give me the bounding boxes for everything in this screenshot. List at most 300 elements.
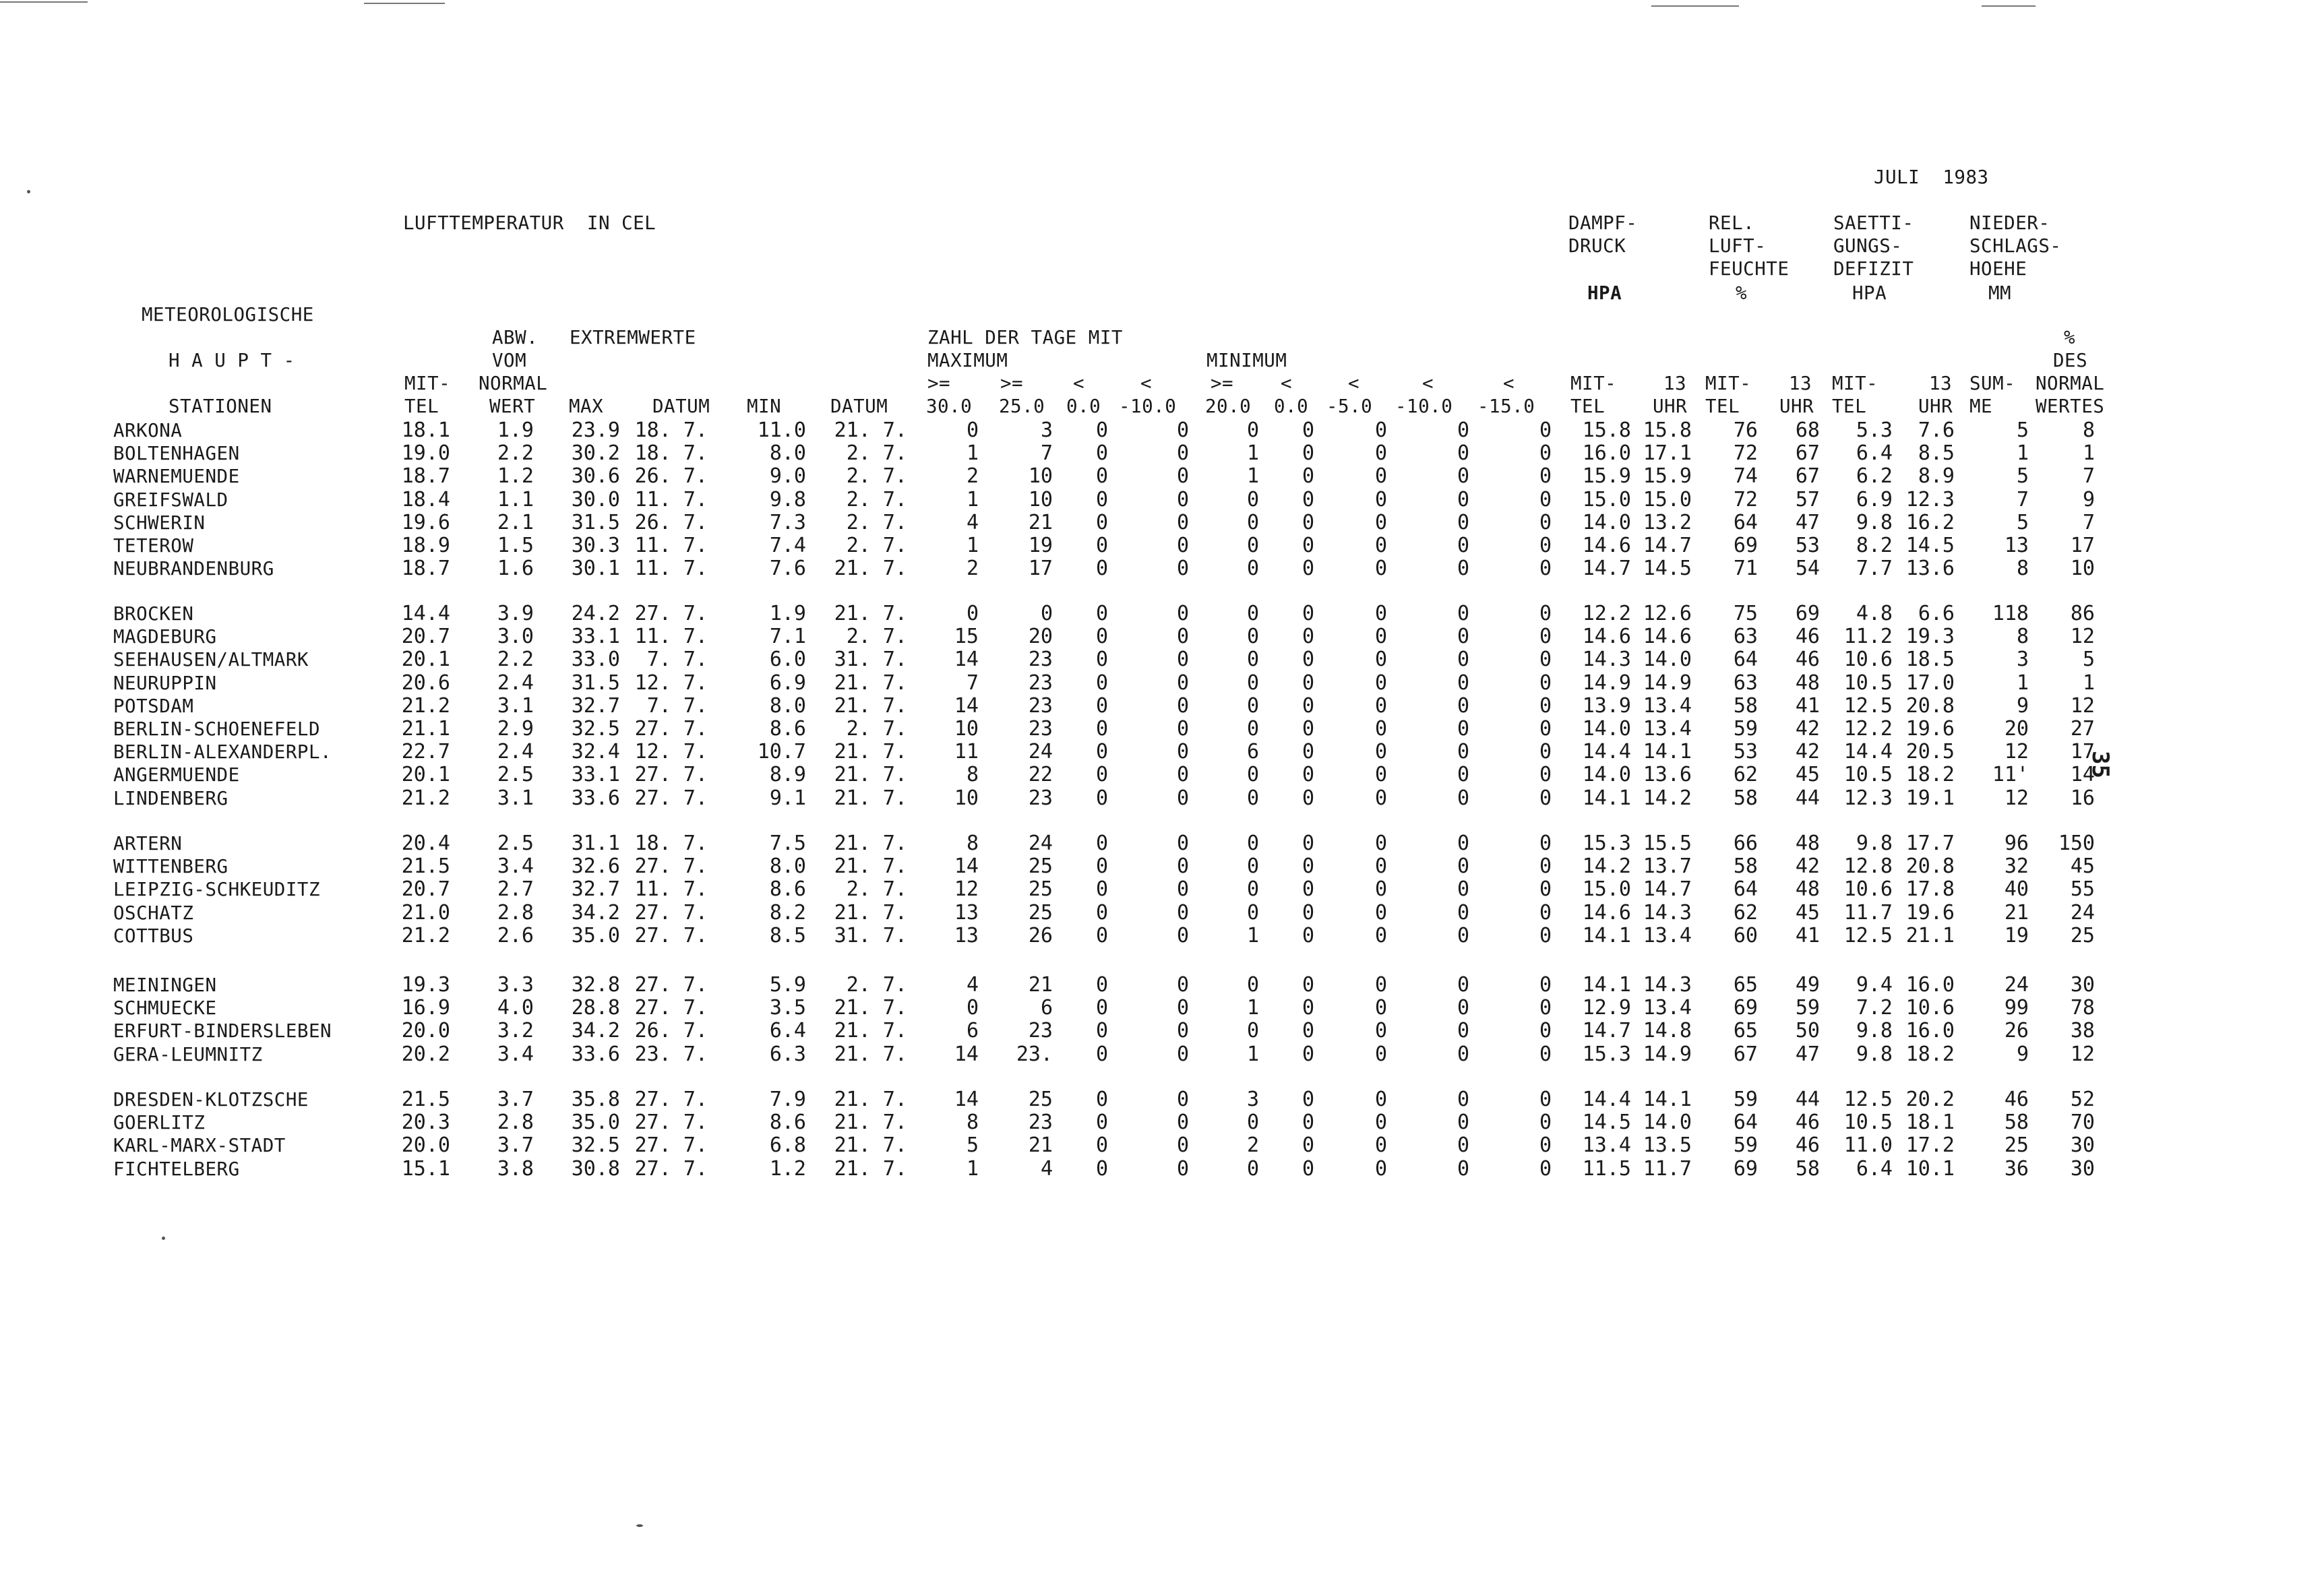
cell-min-ge20: 0 [1246, 1156, 1259, 1181]
cell-dampf-13: 12.6 [1643, 602, 1692, 625]
cell-abw: 1.6 [497, 557, 534, 581]
cell-max: 24.2 [571, 602, 620, 625]
cell-min-ltm15: 0 [1539, 996, 1552, 1020]
cell-max-ge25: 23 [1028, 1111, 1053, 1135]
thr-max-m10: -10.0 [1119, 396, 1177, 417]
cell-min: 8.0 [769, 441, 806, 466]
cell-saett-13: 17.8 [1905, 877, 1955, 902]
cell-min-lt0: 0 [1302, 877, 1314, 902]
cell-min-ge20: 0 [1246, 510, 1259, 534]
cell-station: SEEHAUSEN/ALTMARK [113, 649, 309, 671]
cell-min-ltm10: 0 [1457, 877, 1469, 902]
cell-max-ge30: 6 [966, 1019, 979, 1043]
cell-min-datum: 2. 7. [846, 717, 907, 741]
cell-pct: 1 [2082, 670, 2095, 695]
cell-dampf-mittel: 13.9 [1582, 693, 1631, 718]
thr-min-0: 0.0 [1274, 396, 1309, 417]
cell-max-ltm10: 0 [1176, 670, 1189, 695]
cell-min-lt0: 0 [1302, 763, 1314, 787]
cell-rel-13: 49 [1795, 973, 1820, 997]
cell-saett-mittel: 8.2 [1856, 534, 1893, 557]
cell-abw: 3.9 [497, 602, 534, 625]
cell-max: 31.1 [571, 832, 620, 855]
op-min-ge20: >= [1211, 373, 1234, 394]
cell-dampf-13: 14.6 [1643, 625, 1692, 649]
op-min-lt0: < [1281, 373, 1293, 394]
cell-max-ge25: 23 [1028, 786, 1053, 810]
abw-heading-4: WERT [489, 396, 536, 417]
cell-dampf-13: 14.5 [1643, 557, 1692, 581]
cell-saett-mittel: 10.5 [1843, 670, 1893, 695]
cell-max-lt0: 0 [1095, 602, 1108, 625]
rel-feuchte-heading-3: FEUCHTE [1709, 258, 1790, 280]
cell-max-ltm10: 0 [1176, 1111, 1189, 1135]
niederschlag-unit: MM [1988, 282, 2012, 304]
table-row [0, 511, 2324, 534]
cell-mittel: 20.3 [401, 1111, 450, 1135]
cell-summe: 99 [2004, 996, 2029, 1020]
table-row [0, 672, 2324, 695]
cell-min-ltm5: 0 [1374, 534, 1387, 557]
cell-max-lt0: 0 [1095, 1088, 1108, 1111]
cell-max-ge30: 14 [954, 1088, 979, 1111]
cell-pct: 78 [2070, 996, 2095, 1020]
cell-rel-13: 48 [1795, 877, 1820, 902]
cell-max-lt0: 0 [1095, 1156, 1108, 1181]
cell-dampf-mittel: 12.9 [1582, 996, 1631, 1020]
cell-min-ltm15: 0 [1539, 625, 1552, 649]
cell-max-ltm10: 0 [1176, 900, 1189, 925]
cell-mittel: 20.0 [401, 1133, 450, 1158]
cell-saett-mittel: 6.9 [1856, 487, 1893, 511]
cell-rel-mittel: 62 [1733, 763, 1758, 787]
cell-mittel: 20.6 [401, 670, 450, 695]
cell-min-ge20: 1 [1246, 996, 1259, 1020]
cell-max-lt0: 0 [1095, 854, 1108, 879]
cell-pct: 24 [2070, 900, 2095, 925]
table-row [0, 878, 2324, 901]
cell-min-ltm5: 0 [1374, 464, 1387, 489]
cell-rel-13: 42 [1795, 854, 1820, 879]
cell-max-lt0: 0 [1095, 740, 1108, 764]
cell-min-ltm10: 0 [1457, 900, 1469, 925]
cell-min: 8.6 [769, 717, 806, 741]
table-row [0, 648, 2324, 671]
cell-max-ge30: 1 [966, 487, 979, 511]
cell-pct: 10 [2070, 557, 2095, 581]
cell-abw: 3.7 [497, 1088, 534, 1111]
cell-max-ge25: 23 [1028, 693, 1053, 718]
cell-max-ge25: 7 [1040, 441, 1053, 466]
cell-max-datum: 27. 7. [634, 1133, 708, 1158]
table-row [0, 419, 2324, 442]
cell-max-ge25: 21 [1028, 510, 1053, 534]
cell-min-ltm15: 0 [1539, 923, 1552, 947]
cell-dampf-mittel: 14.1 [1582, 973, 1631, 997]
cell-summe: 8 [2016, 625, 2029, 649]
cell-summe: 46 [2004, 1088, 2029, 1111]
cell-dampf-13: 14.9 [1643, 1042, 1692, 1066]
cell-min-ltm10: 0 [1457, 923, 1469, 947]
rel-feuchte-heading-1: REL. [1709, 212, 1755, 234]
cell-abw: 2.4 [497, 670, 534, 695]
cell-max: 32.5 [571, 1133, 620, 1158]
max-datum-heading: DATUM [652, 396, 710, 417]
cell-min-ge20: 6 [1246, 740, 1259, 764]
cell-summe: 3 [2016, 648, 2029, 672]
cell-pct: 86 [2070, 602, 2095, 625]
dampfdruck-unit: HPA [1587, 282, 1622, 304]
table-row [0, 787, 2324, 810]
cell-mittel: 19.6 [401, 510, 450, 534]
rel-13-heading-2: UHR [1779, 396, 1814, 417]
cell-pct: 7 [2082, 510, 2095, 534]
cell-max: 30.3 [571, 534, 620, 557]
saettigungsdefizit-unit: HPA [1852, 282, 1887, 304]
cell-min-ltm10: 0 [1457, 625, 1469, 649]
cell-min: 3.5 [769, 996, 806, 1020]
cell-pct: 8 [2082, 418, 2095, 442]
cell-min-ltm15: 0 [1539, 602, 1552, 625]
cell-max-datum: 12. 7. [634, 670, 708, 695]
op-min-ltm5: < [1348, 373, 1360, 394]
cell-max-lt0: 0 [1095, 693, 1108, 718]
cell-min: 8.0 [769, 854, 806, 879]
cell-min-ltm5: 0 [1374, 557, 1387, 581]
cell-saett-13: 19.1 [1905, 786, 1955, 810]
cell-abw: 2.5 [497, 832, 534, 855]
cell-abw: 2.8 [497, 900, 534, 925]
cell-max-datum: 11. 7. [634, 487, 708, 511]
op-max-ge25: >= [1000, 373, 1024, 394]
cell-min-lt0: 0 [1302, 996, 1314, 1020]
cell-max-datum: 27. 7. [634, 854, 708, 879]
cell-min: 6.9 [769, 670, 806, 695]
min-datum-heading: DATUM [830, 396, 888, 417]
cell-max-ge30: 10 [954, 717, 979, 741]
cell-min: 8.6 [769, 877, 806, 902]
cell-station: DRESDEN-KLOTZSCHE [113, 1089, 309, 1111]
cell-rel-mittel: 64 [1733, 510, 1758, 534]
cell-mittel: 18.7 [401, 557, 450, 581]
cell-dampf-mittel: 15.0 [1582, 877, 1631, 902]
cell-rel-13: 67 [1795, 441, 1820, 466]
cell-station: LEIPZIG-SCHKEUDITZ [113, 879, 321, 901]
cell-min-ge20: 0 [1246, 693, 1259, 718]
cell-max-lt0: 0 [1095, 900, 1108, 925]
abw-heading-2: VOM [492, 350, 527, 371]
lufttemperatur-heading: LUFTTEMPERATUR IN CEL [403, 212, 656, 234]
cell-pct: 38 [2070, 1019, 2095, 1043]
cell-min-ltm15: 0 [1539, 1133, 1552, 1158]
cell-max-ltm10: 0 [1176, 832, 1189, 855]
cell-mittel: 19.3 [401, 973, 450, 997]
niederschlag-heading-3: HOEHE [1969, 258, 2027, 280]
cell-pct: 16 [2070, 786, 2095, 810]
cell-max-ge25: 23 [1028, 717, 1053, 741]
cell-min-ltm5: 0 [1374, 763, 1387, 787]
cell-rel-mittel: 76 [1733, 418, 1758, 442]
cell-pct: 1 [2082, 441, 2095, 466]
table-row [0, 855, 2324, 878]
cell-pct: 30 [2070, 1156, 2095, 1181]
cell-saett-13: 16.2 [1905, 510, 1955, 534]
cell-dampf-mittel: 14.4 [1582, 1088, 1631, 1111]
cell-max-ltm10: 0 [1176, 877, 1189, 902]
cell-min: 6.4 [769, 1019, 806, 1043]
cell-min-ltm10: 0 [1457, 717, 1469, 741]
cell-abw: 3.1 [497, 786, 534, 810]
cell-max-ge30: 4 [966, 510, 979, 534]
cell-min-datum: 21. 7. [834, 693, 907, 718]
cell-mittel: 21.5 [401, 854, 450, 879]
cell-station: KARL-MARX-STADT [113, 1135, 286, 1157]
cell-max-lt0: 0 [1095, 717, 1108, 741]
cell-station: MAGDEBURG [113, 626, 217, 648]
cell-max-ge25: 22 [1028, 763, 1053, 787]
cell-station: BERLIN-ALEXANDERPL. [113, 741, 332, 763]
cell-max-ltm10: 0 [1176, 973, 1189, 997]
thr-max-0: 0.0 [1066, 396, 1101, 417]
cell-rel-13: 47 [1795, 1042, 1820, 1066]
cell-dampf-mittel: 15.0 [1582, 487, 1631, 511]
cell-summe: 12 [2004, 740, 2029, 764]
cell-abw: 3.7 [497, 1133, 534, 1158]
cell-dampf-mittel: 14.9 [1582, 670, 1631, 695]
cell-max-datum: 11. 7. [634, 877, 708, 902]
cell-min: 8.0 [769, 693, 806, 718]
cell-summe: 19 [2004, 923, 2029, 947]
cell-dampf-mittel: 14.0 [1582, 510, 1631, 534]
cell-min-ltm5: 0 [1374, 1156, 1387, 1181]
cell-min-ge20: 2 [1246, 1133, 1259, 1158]
pct-heading-4: WERTES [2036, 396, 2105, 417]
mittel-heading-2: TEL [404, 396, 439, 417]
thr-min-m10: -10.0 [1395, 396, 1453, 417]
cell-max-datum: 11. 7. [634, 557, 708, 581]
table-row [0, 489, 2324, 511]
cell-saett-13: 10.6 [1905, 996, 1955, 1020]
cell-min-ge20: 0 [1246, 1019, 1259, 1043]
cell-max-ltm10: 0 [1176, 1088, 1189, 1111]
cell-summe: 96 [2004, 832, 2029, 855]
cell-max-ltm10: 0 [1176, 854, 1189, 879]
cell-abw: 1.1 [497, 487, 534, 511]
cell-min-ltm5: 0 [1374, 877, 1387, 902]
scan-artifact [1982, 5, 2036, 7]
cell-min-ltm5: 0 [1374, 832, 1387, 855]
cell-mittel: 20.2 [401, 1042, 450, 1066]
cell-max-datum: 27. 7. [634, 717, 708, 741]
cell-dampf-13: 14.2 [1643, 786, 1692, 810]
cell-max-ltm10: 0 [1176, 648, 1189, 672]
cell-min-lt0: 0 [1302, 1133, 1314, 1158]
cell-max-ltm10: 0 [1176, 1156, 1189, 1181]
cell-station: WITTENBERG [113, 856, 228, 878]
cell-rel-13: 54 [1795, 557, 1820, 581]
cell-min-ltm10: 0 [1457, 510, 1469, 534]
cell-saett-mittel: 12.5 [1843, 693, 1893, 718]
cell-dampf-mittel: 11.5 [1582, 1156, 1631, 1181]
cell-station: GERA-LEUMNITZ [113, 1043, 263, 1065]
cell-min-datum: 2. 7. [846, 441, 907, 466]
cell-mittel: 20.4 [401, 832, 450, 855]
scan-speck [162, 1237, 165, 1240]
cell-max: 35.0 [571, 1111, 620, 1135]
cell-max-ltm10: 0 [1176, 625, 1189, 649]
cell-min-lt0: 0 [1302, 973, 1314, 997]
met-heading-3: STATIONEN [169, 396, 272, 417]
cell-min-ltm10: 0 [1457, 1111, 1469, 1135]
cell-max-lt0: 0 [1095, 786, 1108, 810]
cell-dampf-mittel: 15.9 [1582, 464, 1631, 489]
cell-min-ltm5: 0 [1374, 973, 1387, 997]
cell-rel-mittel: 62 [1733, 900, 1758, 925]
cell-abw: 1.2 [497, 464, 534, 489]
op-max-ge30: >= [927, 373, 951, 394]
cell-rel-13: 57 [1795, 487, 1820, 511]
cell-min-ge20: 0 [1246, 832, 1259, 855]
table-row [0, 1134, 2324, 1157]
cell-max-ge30: 2 [966, 557, 979, 581]
cell-min-lt0: 0 [1302, 602, 1314, 625]
cell-saett-13: 14.5 [1905, 534, 1955, 557]
page-number: 35 [2087, 751, 2114, 778]
cell-pct: 17 [2070, 534, 2095, 557]
cell-max: 31.5 [571, 670, 620, 695]
cell-min-lt0: 0 [1302, 717, 1314, 741]
table-row [0, 741, 2324, 763]
cell-rel-13: 68 [1795, 418, 1820, 442]
cell-dampf-mittel: 14.4 [1582, 740, 1631, 764]
rel-feuchte-unit: % [1736, 282, 1748, 304]
cell-summe: 9 [2016, 693, 2029, 718]
cell-max-datum: 26. 7. [634, 464, 708, 489]
cell-pct: 70 [2070, 1111, 2095, 1135]
rel-mittel-heading-1: MIT- [1705, 373, 1752, 394]
cell-station: ARTERN [113, 833, 183, 854]
niederschlag-heading-1: NIEDER- [1969, 212, 2050, 234]
cell-saett-13: 17.0 [1905, 670, 1955, 695]
thr-min-m15: -15.0 [1477, 396, 1535, 417]
cell-dampf-13: 15.9 [1643, 464, 1692, 489]
cell-min-ltm15: 0 [1539, 557, 1552, 581]
cell-min: 1.2 [769, 1156, 806, 1181]
cell-rel-13: 45 [1795, 900, 1820, 925]
cell-station: MEININGEN [113, 974, 217, 996]
cell-dampf-mittel: 14.0 [1582, 717, 1631, 741]
cell-rel-mittel: 64 [1733, 1111, 1758, 1135]
cell-max-datum: 18. 7. [634, 832, 708, 855]
cell-abw: 3.4 [497, 854, 534, 879]
cell-min-ltm5: 0 [1374, 625, 1387, 649]
cell-summe: 58 [2004, 1111, 2029, 1135]
cell-min-lt0: 0 [1302, 487, 1314, 511]
cell-mittel: 18.4 [401, 487, 450, 511]
cell-min-lt0: 0 [1302, 441, 1314, 466]
cell-summe: 7 [2016, 487, 2029, 511]
mittel-heading-1: MIT- [404, 373, 451, 394]
cell-min-datum: 2. 7. [846, 534, 907, 557]
cell-max-ltm10: 0 [1176, 1019, 1189, 1043]
cell-rel-mittel: 59 [1733, 717, 1758, 741]
max-heading: MAX [569, 396, 604, 417]
cell-saett-13: 16.0 [1905, 973, 1955, 997]
cell-min-ge20: 0 [1246, 900, 1259, 925]
cell-max-ge25: 23. [1016, 1042, 1053, 1066]
cell-abw: 3.4 [497, 1042, 534, 1066]
table-row [0, 602, 2324, 625]
cell-max-ge30: 10 [954, 786, 979, 810]
cell-max-lt0: 0 [1095, 487, 1108, 511]
cell-station: BROCKEN [113, 603, 194, 625]
cell-max-datum: 27. 7. [634, 973, 708, 997]
rel-13-heading-1: 13 [1789, 373, 1812, 394]
cell-max-datum: 27. 7. [634, 1156, 708, 1181]
cell-min-ltm15: 0 [1539, 900, 1552, 925]
cell-min-ge20: 0 [1246, 487, 1259, 511]
cell-abw: 3.0 [497, 625, 534, 649]
month-year: JULI 1983 [1874, 166, 1989, 188]
cell-max-ge25: 0 [1040, 602, 1053, 625]
cell-rel-13: 47 [1795, 510, 1820, 534]
cell-min: 5.9 [769, 973, 806, 997]
cell-max-ltm10: 0 [1176, 487, 1189, 511]
cell-min-ltm5: 0 [1374, 854, 1387, 879]
cell-rel-mittel: 69 [1733, 1156, 1758, 1181]
cell-min-ltm15: 0 [1539, 1019, 1552, 1043]
cell-min-ltm15: 0 [1539, 464, 1552, 489]
cell-max: 32.8 [571, 973, 620, 997]
cell-min-lt0: 0 [1302, 418, 1314, 442]
cell-abw: 1.5 [497, 534, 534, 557]
cell-saett-mittel: 9.8 [1856, 832, 1893, 855]
zahl-der-tage-heading: ZAHL DER TAGE MIT [927, 327, 1123, 348]
cell-min-lt0: 0 [1302, 1088, 1314, 1111]
cell-max-datum: 26. 7. [634, 1019, 708, 1043]
cell-saett-13: 18.1 [1905, 1111, 1955, 1135]
cell-max-ltm10: 0 [1176, 1133, 1189, 1158]
cell-min-ltm15: 0 [1539, 1042, 1552, 1066]
cell-pct: 25 [2070, 923, 2095, 947]
cell-mittel: 20.7 [401, 625, 450, 649]
dampf-mittel-heading-2: TEL [1570, 396, 1606, 417]
cell-mittel: 21.0 [401, 900, 450, 925]
cell-max: 34.2 [571, 1019, 620, 1043]
cell-max: 30.8 [571, 1156, 620, 1181]
cell-rel-13: 48 [1795, 832, 1820, 855]
cell-summe: 25 [2004, 1133, 2029, 1158]
saettigungsdefizit-heading-3: DEFIZIT [1833, 258, 1914, 280]
cell-max-lt0: 0 [1095, 670, 1108, 695]
cell-min-ltm5: 0 [1374, 1133, 1387, 1158]
cell-min-ltm15: 0 [1539, 854, 1552, 879]
cell-rel-mittel: 64 [1733, 877, 1758, 902]
cell-pct: 17 [2070, 740, 2095, 764]
cell-abw: 3.2 [497, 1019, 534, 1043]
cell-rel-mittel: 59 [1733, 1088, 1758, 1111]
table-row [0, 1088, 2324, 1111]
cell-dampf-13: 14.1 [1643, 740, 1692, 764]
cell-min-ltm5: 0 [1374, 648, 1387, 672]
cell-max-ge30: 8 [966, 763, 979, 787]
cell-dampf-mittel: 13.4 [1582, 1133, 1631, 1158]
cell-min-ltm15: 0 [1539, 1088, 1552, 1111]
cell-min-lt0: 0 [1302, 786, 1314, 810]
cell-dampf-13: 13.4 [1643, 693, 1692, 718]
cell-dampf-mittel: 14.3 [1582, 648, 1631, 672]
cell-station: OSCHATZ [113, 902, 194, 924]
